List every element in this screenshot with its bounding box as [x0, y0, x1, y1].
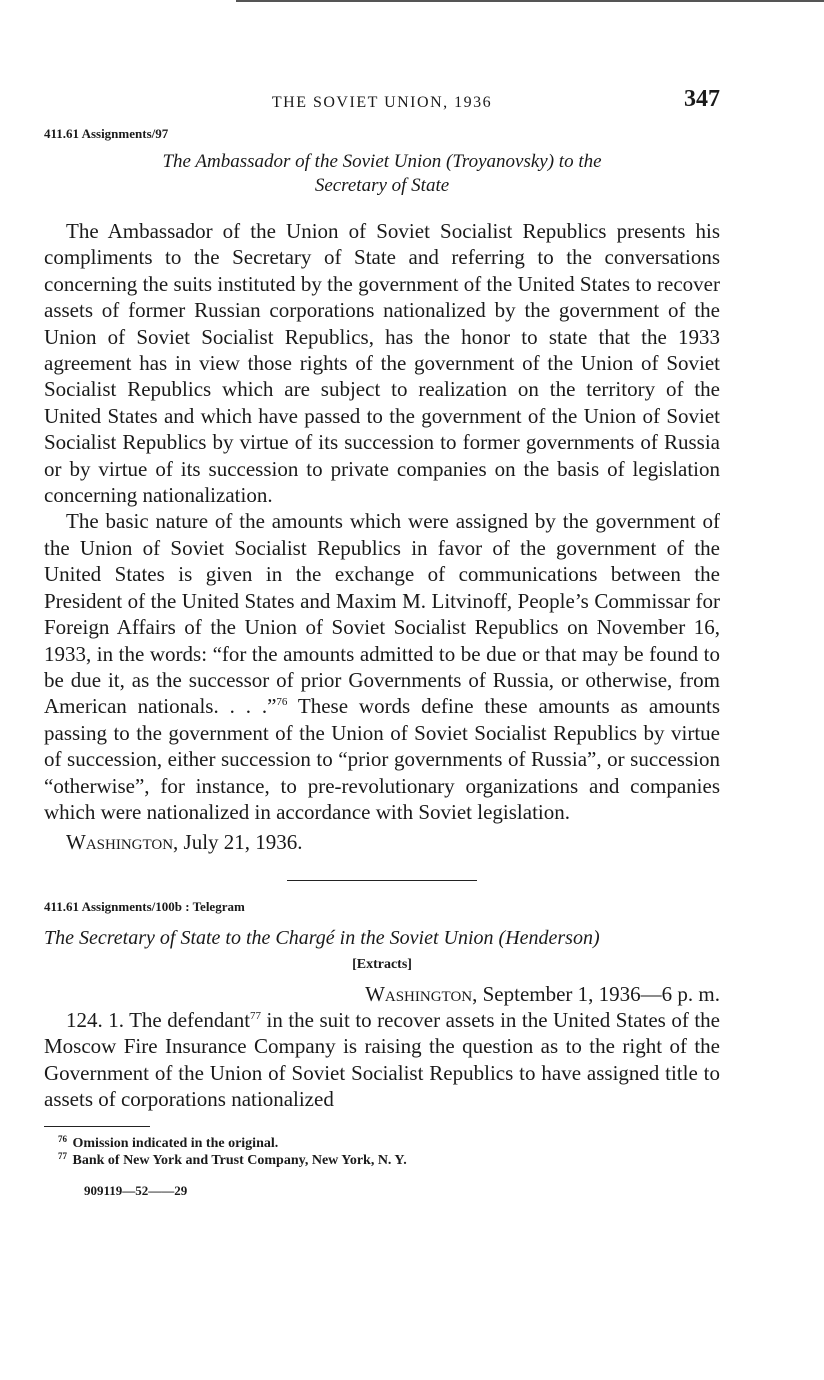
dateline-date: , September 1, 1936—6 p. m. [472, 981, 720, 1006]
paragraph-text: in the suit to recover assets in the United States of the Moscow Fire Insurance Company is raising the question as to the right of the Government of the Union of Soviet Socialist Republics to have assigned title to assets of corporations nationalized [44, 1007, 720, 1111]
paragraph [44, 508, 720, 825]
signoff [44, 829, 720, 855]
document-body [44, 1007, 720, 1113]
footnote-text: Omission indicated in the original. [72, 1136, 279, 1152]
file-reference: 411.61 Assignments/97 [44, 126, 169, 141]
footnote [58, 1135, 720, 1152]
signoff-date: , July 21, 1936. [173, 830, 303, 855]
file-reference: 411.61 Assignments/100b : Telegram [44, 898, 245, 914]
signoff-place: Washington [66, 830, 174, 855]
running-title: THE SOVIET UNION, 1936 [271, 94, 493, 111]
footnote-reference: 77 [250, 1009, 262, 1022]
footnote-reference: 76 [276, 696, 288, 709]
paragraph-text: The basic nature of the amounts which were assigned by the government of the Union of Soviet Socialist Republics in favor of the government of the United States is given in the exchange of communications between the President of the United States and Maxim M. Litvinoff, People’s Commissar for Foreign Affairs of the Union of Soviet Socialist Republics on November 16, 1933, in the words: “for the amounts admitted to be due or that may be found to be due it, as the successor of prior Governments of Russia, or otherwise, from American nationals. . . .” [44, 509, 720, 719]
paragraph-text: 124. 1. The defendant [66, 1007, 251, 1032]
document-heading [74, 150, 690, 198]
top-edge-rule [236, 0, 824, 2]
footnote-separator [44, 1126, 150, 1127]
document-page [44, 86, 720, 1199]
document-heading: The Secretary of State to the Chargé in the Soviet Union (Henderson) [44, 926, 600, 949]
footnote [58, 1152, 720, 1169]
document-body [44, 218, 720, 825]
heading-line: Secretary of State [314, 175, 450, 196]
dateline [44, 981, 720, 1007]
footnotes [44, 1135, 720, 1169]
footnote-number: 76 [58, 1133, 67, 1144]
print-code: 909119—52——29 [84, 1183, 188, 1199]
extracts-label: [Extracts] [352, 956, 412, 972]
dateline-place: Washington [365, 981, 473, 1006]
paragraph-text: These words define these amounts as amounts passing to the government of the Union of Soviet Socialist Republics by virtue of succession, either succession to “prior governments of Russia”, or succession “otherwise”, for instance, to pre-revolutionary organizations and companies which were nationalized in accordance with Soviet legislation. [44, 694, 720, 824]
footnote-number: 77 [58, 1150, 67, 1161]
paragraph: The Ambassador of the Union of Soviet Socialist Republics presents his compliments to the Secretary of State and referring to the conversations concerning the suits instituted by the government of the United States to recover assets of former Russian corporations nationalized by the government of the Union of Soviet Socialist Republics, has the honor to state that the 1933 agreement has in view those rights of the government of the Union of Soviet Socialist Republics which are subject to realization on the territory of the United States and which have passed to the government of the Union of Soviet Socialist Republics by virtue of its succession to former governments of Russia or by virtue of its succession to private companies on the basis of legislation concerning nationalization. [44, 219, 720, 508]
footnote-text: Bank of New York and Trust Company, New York, N. Y. [72, 1153, 407, 1169]
paragraph [44, 1007, 720, 1113]
section-separator [287, 880, 477, 881]
running-header [44, 86, 720, 120]
page-number: 347 [684, 86, 720, 112]
heading-line: The Ambassador of the Soviet Union (Troyanovsky) to the [162, 151, 602, 172]
